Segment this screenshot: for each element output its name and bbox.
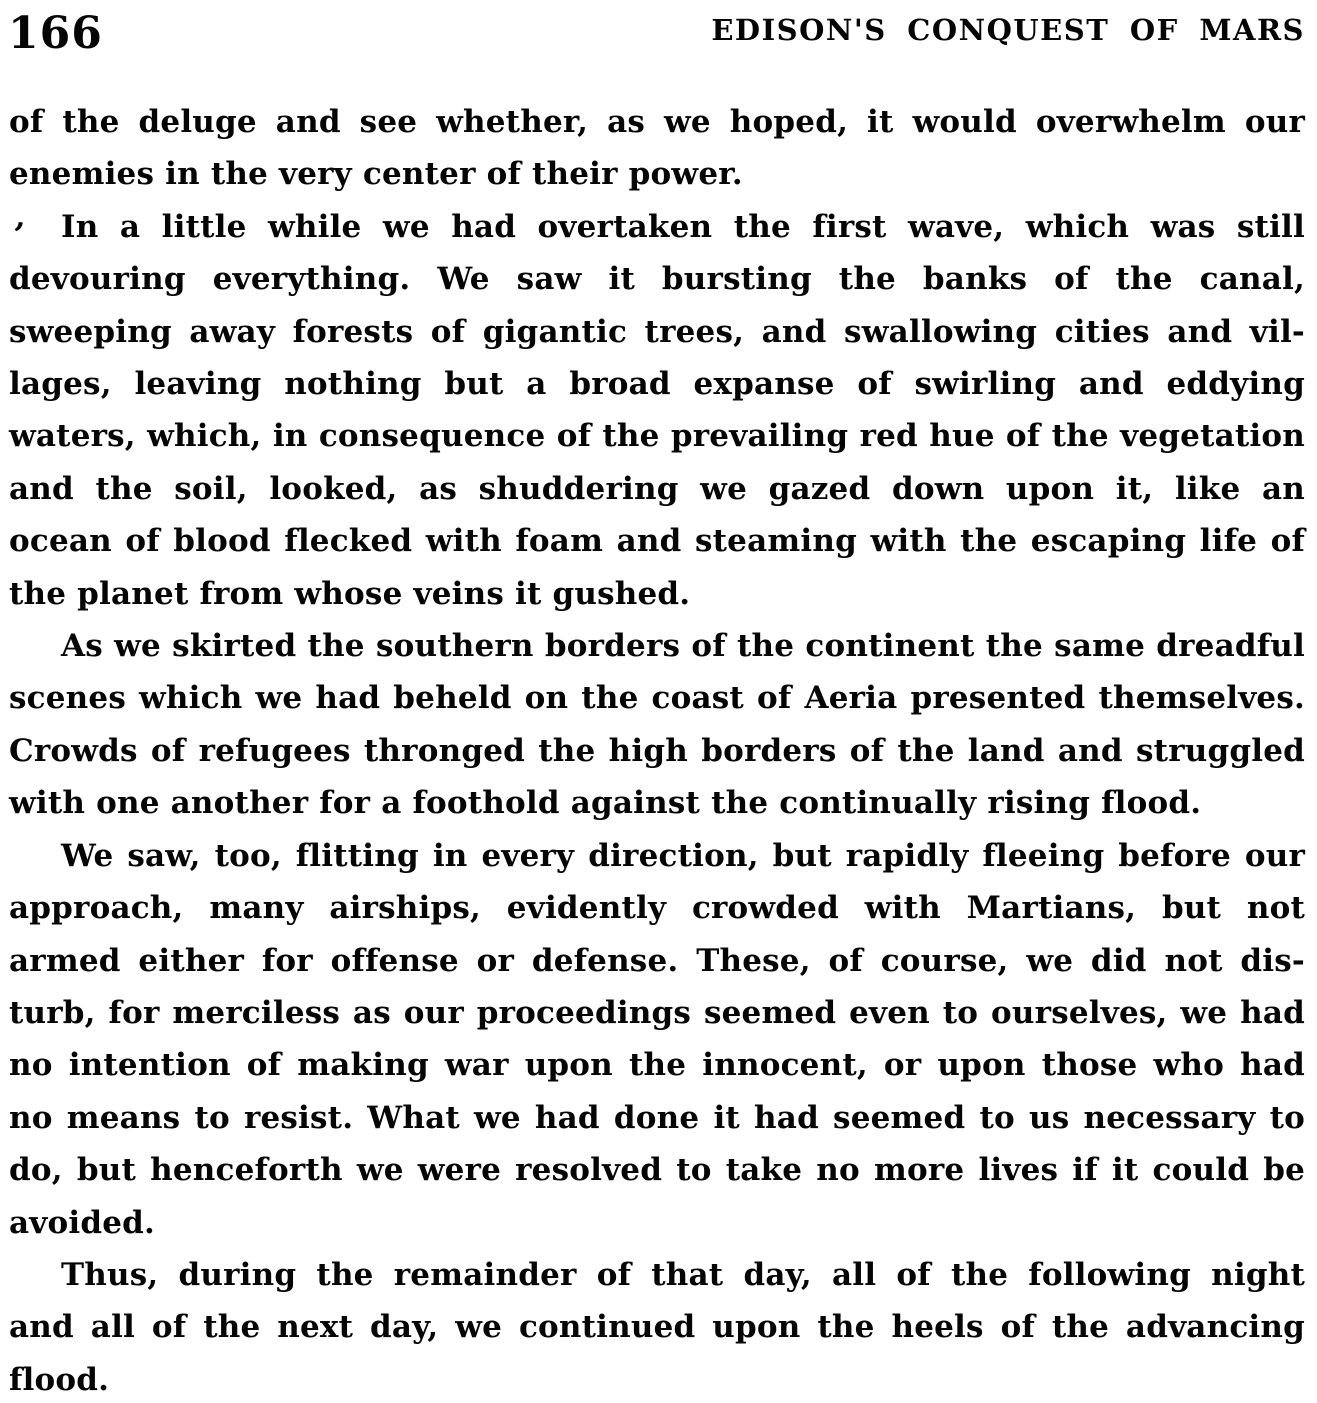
text-line: no intention of making war upon the innocent, or upon those who had (9, 1047, 1305, 1084)
text-line: devouring everything. We saw it bursting the banks of the canal, (9, 261, 1305, 298)
page-number: 166 (8, 8, 103, 59)
text-line: Thus, during the remainder of that day, all of the following night (61, 1256, 1305, 1293)
text-line: armed either for offense or defense. These, of course, we did not dis- (9, 942, 1305, 979)
paragraph (9, 830, 1305, 1249)
text-line: avoided. (9, 1204, 156, 1241)
text-line: In a little while we had overtaken the first wave, which was still (61, 208, 1305, 245)
text-line: ocean of blood flecked with foam and steaming with the escaping life of (9, 523, 1305, 560)
text-line: approach, many airships, evidently crowded with Martians, but not (9, 890, 1305, 927)
text-line: and all of the next day, we continued upon the heels of the advancing (9, 1309, 1305, 1346)
text-line: and the soil, looked, as shuddering we gazed down upon it, like an (9, 470, 1305, 507)
paragraph (9, 620, 1305, 830)
text-line: lages, leaving nothing but a broad expanse of swirling and eddying (9, 366, 1305, 403)
scan-artifact-mark: , (13, 199, 29, 236)
text-line: flood. (9, 1361, 110, 1398)
text-line: of the deluge and see whether, as we hoped, it would overwhelm our (9, 104, 1305, 140)
text-line: with one another for a foothold against the continually rising flood. (9, 785, 1202, 822)
text-line: no means to resist. What we had done it had seemed to us necessary to (9, 1099, 1305, 1136)
text-line: do, but henceforth we were resolved to take no more lives if it could be (9, 1152, 1305, 1189)
text-line: Crowds of refugees thronged the high borders of the land and struggled (9, 732, 1305, 769)
paragraph (9, 1249, 1305, 1403)
text-line: turb, for merciless as our proceedings seemed even to ourselves, we had (9, 994, 1305, 1031)
paragraph (9, 201, 1305, 620)
text-line: We saw, too, flitting in every direction, but rapidly fleeing before our (61, 837, 1305, 874)
page-body-text (9, 96, 1305, 1403)
text-line: the planet from whose veins it gushed. (9, 575, 691, 612)
text-line: As we skirted the southern borders of the continent the same dreadful (61, 628, 1305, 665)
text-line: enemies in the very center of their power. (9, 156, 743, 193)
text-line: waters, which, in consequence of the prevailing red hue of the vegetation (9, 418, 1305, 455)
text-line: sweeping away forests of gigantic trees, and swallowing cities and vil- (9, 313, 1305, 350)
running-title: EDISON'S CONQUEST OF MARS (711, 13, 1305, 47)
text-line: scenes which we had beheld on the coast of Aeria presented themselves. (9, 680, 1305, 717)
paragraph (9, 96, 1305, 201)
